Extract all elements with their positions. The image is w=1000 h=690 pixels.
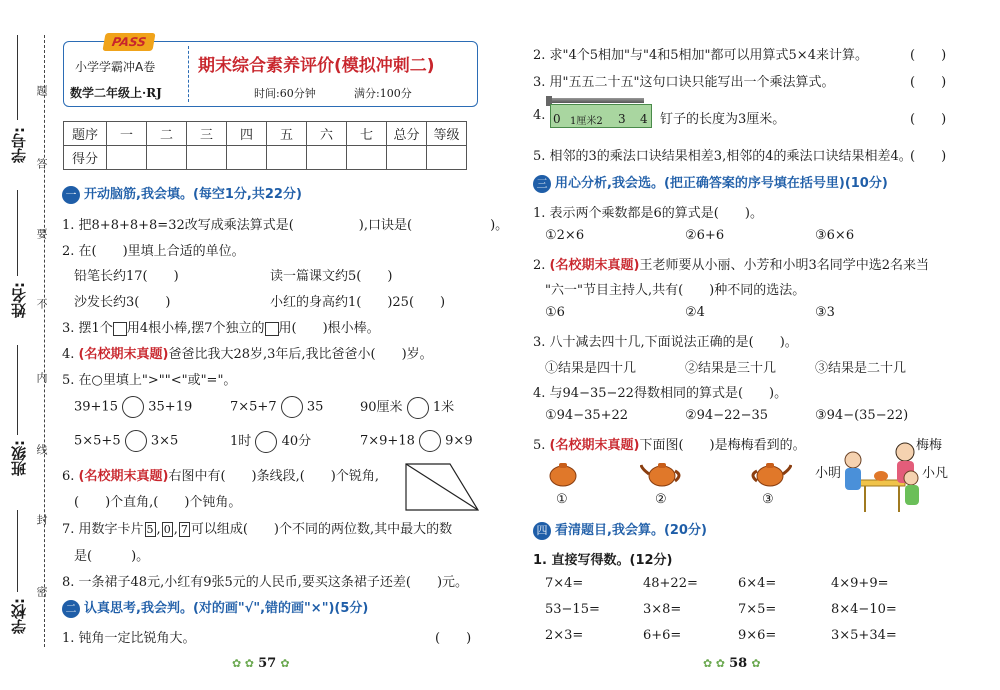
compare-item: 1时 40分 bbox=[230, 430, 311, 453]
question-1-7-cont: 是( )。 bbox=[74, 549, 150, 564]
score-cell[interactable] bbox=[427, 146, 467, 170]
compare-circle[interactable] bbox=[419, 430, 441, 452]
calc-item[interactable]: 4×9+9= bbox=[831, 576, 889, 591]
compare-item: 7×5+7 35 bbox=[230, 396, 323, 418]
section-number: 一 bbox=[62, 186, 80, 204]
question-1-2: 2. 在( )里填上合适的单位。 bbox=[62, 244, 245, 259]
calc-item[interactable]: 2×3= bbox=[545, 628, 584, 643]
calc-subtitle: 1. 直接写得数。(12分) bbox=[533, 553, 673, 568]
number-card: 0 bbox=[163, 523, 171, 536]
binding-dashed-line bbox=[44, 35, 45, 647]
seal-char: 封 bbox=[35, 514, 48, 525]
section-2-header bbox=[62, 597, 368, 618]
score-cell[interactable] bbox=[307, 146, 347, 170]
section-4-header bbox=[533, 519, 707, 540]
unit-item: 小红的身高约1( )25( ) bbox=[270, 295, 446, 310]
calc-item[interactable]: 53−15= bbox=[545, 602, 600, 617]
name-label: 姓名: bbox=[10, 282, 28, 318]
score-table bbox=[63, 121, 467, 170]
table-cell: 等级 bbox=[427, 122, 467, 146]
number-card: 7 bbox=[180, 523, 188, 536]
calc-item[interactable]: 8×4−10= bbox=[831, 602, 897, 617]
unit-item: 沙发长约3( ) bbox=[74, 295, 171, 310]
famous-school-tag: (名校期末真题) bbox=[549, 438, 640, 453]
calc-item[interactable]: 6+6= bbox=[643, 628, 682, 643]
seal-char: 答 bbox=[35, 158, 48, 169]
page-footer-right: ✿ ✿ 58 ✿ bbox=[703, 656, 761, 671]
section-number: 二 bbox=[62, 600, 80, 618]
choice-question-5: 5. (名校期末真题)下面图( )是梅梅看到的。 bbox=[533, 438, 806, 453]
choice-option[interactable]: ①6 bbox=[545, 305, 565, 320]
compare-circle[interactable] bbox=[255, 431, 277, 453]
answer-paren[interactable]: ( ) bbox=[910, 112, 947, 127]
question-1-8: 8. 一条裙子48元,小红有9张5元的人民币,要买这条裙子还差( )元。 bbox=[62, 575, 469, 590]
score-cell[interactable] bbox=[147, 146, 187, 170]
page-number: 57 bbox=[258, 656, 277, 671]
section-1-header bbox=[62, 183, 302, 204]
student-id-label: 学号: bbox=[10, 127, 28, 163]
seal-char: 不 bbox=[35, 298, 48, 309]
option-label[interactable]: ① bbox=[556, 492, 568, 507]
calc-item[interactable]: 48+22= bbox=[643, 576, 698, 591]
compare-item: 39+15 35+19 bbox=[74, 396, 192, 418]
famous-school-tag: (名校期末真题) bbox=[78, 469, 169, 484]
compare-circle[interactable] bbox=[281, 396, 303, 418]
question-1-6-cont: ( )个直角,( )个钝角。 bbox=[74, 495, 242, 510]
score-cell[interactable] bbox=[387, 146, 427, 170]
character-label: 小明 bbox=[815, 466, 842, 481]
answer-paren[interactable]: ( ) bbox=[910, 75, 947, 90]
ruler-tick-label: 4 bbox=[640, 112, 648, 126]
exam-title: 期末综合素养评价(模拟冲刺二) bbox=[198, 56, 435, 76]
table-cell: 七 bbox=[347, 122, 387, 146]
square-shape bbox=[265, 322, 279, 336]
answer-paren[interactable]: ( ) bbox=[910, 48, 947, 63]
compare-circle[interactable] bbox=[122, 396, 144, 418]
question-1-7: 7. 用数字卡片 5 , 0 , 7 可以组成( )个不同的两位数,其中最大的数 bbox=[62, 522, 453, 537]
choice-option[interactable]: ①94−35+22 bbox=[545, 408, 629, 423]
seal-char: 密 bbox=[35, 586, 48, 597]
choice-option[interactable]: ①结果是四十几 bbox=[545, 361, 637, 376]
table-cell: 总分 bbox=[387, 122, 427, 146]
teapot-view-3-icon bbox=[748, 461, 792, 487]
judge-question-2: 2. 求"4个5相加"与"4和5相加"都可以用算式5×4来计算。 bbox=[533, 48, 868, 63]
choice-question-4: 4. 与94−35−22得数相同的算式是( )。 bbox=[533, 386, 788, 401]
choice-option[interactable]: ③结果是二十几 bbox=[815, 361, 907, 376]
compare-item: 5×5+5 3×5 bbox=[74, 430, 178, 452]
children-table-illustration bbox=[835, 438, 925, 514]
seal-char: 要 bbox=[35, 228, 48, 239]
question-1-4: 4. (名校期末真题)爸爸比我大28岁,3年后,我比爸爸小( )岁。 bbox=[62, 347, 433, 362]
question-1-3: 3. 摆1个 用4根小棒,摆7个独立的 用( )根小棒。 bbox=[62, 321, 380, 336]
judge-question-4: 钉子的长度为3厘米。 bbox=[660, 112, 786, 127]
table-cell: 四 bbox=[227, 122, 267, 146]
choice-option[interactable]: ②结果是三十几 bbox=[685, 361, 777, 376]
choice-option[interactable]: ②94−22−35 bbox=[685, 408, 769, 423]
section-number: 四 bbox=[533, 522, 551, 540]
answer-paren[interactable]: ( ) bbox=[910, 149, 947, 164]
school-blank[interactable] bbox=[17, 510, 18, 592]
table-cell: 一 bbox=[107, 122, 147, 146]
compare-item: 90厘米 1米 bbox=[360, 396, 454, 419]
pass-logo: PASS bbox=[102, 33, 155, 51]
choice-option[interactable]: ③3 bbox=[815, 305, 835, 320]
exam-time: 时间:60分钟 bbox=[254, 87, 316, 100]
judge-question-5: 5. 相邻的3的乘法口诀结果相差3,相邻的4的乘法口诀结果相差4。 bbox=[533, 149, 912, 164]
exam-header bbox=[63, 35, 478, 107]
section-title: 认真思考,我会判。(对的画"√",错的画"×")(5分) bbox=[84, 601, 369, 616]
option-label[interactable]: ② bbox=[655, 492, 667, 507]
number-card: 5 bbox=[146, 523, 154, 536]
judge-question-1: 1. 钝角一定比锐角大。 bbox=[62, 631, 196, 646]
famous-school-tag: (名校期末真题) bbox=[78, 347, 169, 362]
table-row bbox=[64, 146, 467, 170]
nail-icon bbox=[552, 98, 644, 103]
seal-char: 题 bbox=[35, 85, 48, 96]
score-cell[interactable] bbox=[267, 146, 307, 170]
section-number: 三 bbox=[533, 175, 551, 193]
unit-item: 铅笔长约17( ) bbox=[74, 269, 179, 284]
name-blank[interactable] bbox=[17, 190, 18, 276]
ruler-tick-label: 1厘米2 bbox=[570, 116, 603, 127]
calc-item[interactable]: 3×8= bbox=[643, 602, 682, 617]
series-name: 小学学霸冲A卷 bbox=[75, 60, 156, 74]
choice-question-3: 3. 八十减去四十几,下面说法正确的是( )。 bbox=[533, 335, 798, 350]
choice-option[interactable]: ②6+6 bbox=[685, 228, 725, 243]
choice-option[interactable]: ①2×6 bbox=[545, 228, 585, 243]
answer-paren[interactable]: ( ) bbox=[435, 631, 472, 646]
seal-char: 内 bbox=[35, 372, 48, 383]
choice-option[interactable]: ③6×6 bbox=[815, 228, 855, 243]
choice-option[interactable]: ②4 bbox=[685, 305, 705, 320]
class-label: 班级: bbox=[10, 440, 28, 476]
section-3-header bbox=[533, 172, 888, 193]
table-row bbox=[64, 122, 467, 146]
compare-circle[interactable] bbox=[407, 397, 429, 419]
choice-question-2-cont: "六一"节目主持人,共有( )种不同的选法。 bbox=[545, 283, 806, 298]
trapezoid-figure bbox=[404, 462, 480, 512]
compare-circle[interactable] bbox=[125, 430, 147, 452]
character-label: 梅梅 bbox=[916, 438, 943, 453]
page-number: 58 bbox=[729, 656, 748, 671]
choice-question-1: 1. 表示两个乘数都是6的算式是( )。 bbox=[533, 206, 763, 221]
question-1-1: 1. 把8+8+8+8=32改写成乘法算式是( ),口诀是( )。 bbox=[62, 218, 509, 233]
score-cell[interactable] bbox=[107, 146, 147, 170]
calc-item[interactable]: 3×5+34= bbox=[831, 628, 897, 643]
section-title: 开动脑筋,我会填。(每空1分,共22分) bbox=[84, 187, 302, 202]
question-1-6: 6. (名校期末真题)右图中有( )条线段,( )个锐角, bbox=[62, 469, 379, 484]
score-cell[interactable] bbox=[187, 146, 227, 170]
exam-full-score: 满分:100分 bbox=[354, 87, 412, 100]
unit-item: 读一篇课文约5( ) bbox=[270, 269, 393, 284]
calc-item[interactable]: 7×5= bbox=[738, 602, 777, 617]
judge-question-3: 3. 用"五五二十五"这句口诀只能写出一个乘法算式。 bbox=[533, 75, 835, 90]
calc-item[interactable]: 6×4= bbox=[738, 576, 777, 591]
section-title: 用心分析,我会选。(把正确答案的序号填在括号里)(10分) bbox=[555, 176, 888, 191]
table-cell: 三 bbox=[187, 122, 227, 146]
famous-school-tag: (名校期末真题) bbox=[549, 258, 640, 273]
table-cell: 五 bbox=[267, 122, 307, 146]
table-cell: 题序 bbox=[64, 122, 107, 146]
character-label: 小凡 bbox=[922, 466, 949, 481]
choice-option[interactable]: ③94−(35−22) bbox=[815, 408, 909, 423]
teapot-view-1-icon bbox=[547, 461, 579, 487]
subject-grade: 数学二年级上·RJ bbox=[70, 86, 162, 100]
square-shape bbox=[113, 322, 127, 336]
question-1-5: 5. 在○里填上">""<"或"="。 bbox=[62, 373, 237, 388]
page-footer-left: ✿ ✿ 57 ✿ bbox=[232, 656, 290, 671]
choice-question-2: 2. (名校期末真题)王老师要从小丽、小芳和小明3名同学中选2名来当 bbox=[533, 258, 929, 273]
teapot-view-2-icon bbox=[640, 461, 684, 487]
calc-item[interactable]: 7×4= bbox=[545, 576, 584, 591]
table-cell: 六 bbox=[307, 122, 347, 146]
ruler-tick-label: 0 bbox=[553, 112, 561, 126]
ruler-tick-label: 3 bbox=[618, 112, 626, 126]
score-cell[interactable] bbox=[347, 146, 387, 170]
section-title: 看清题目,我会算。(20分) bbox=[555, 523, 707, 538]
score-cell[interactable] bbox=[227, 146, 267, 170]
school-label: 学校: bbox=[10, 598, 28, 634]
class-blank[interactable] bbox=[17, 345, 18, 435]
student-id-blank[interactable] bbox=[17, 35, 18, 120]
seal-char: 线 bbox=[35, 444, 48, 455]
compare-item: 7×9+18 9×9 bbox=[360, 430, 473, 452]
judge-question-4-num: 4. bbox=[533, 108, 546, 123]
calc-item[interactable]: 9×6= bbox=[738, 628, 777, 643]
table-cell: 二 bbox=[147, 122, 187, 146]
table-cell: 得分 bbox=[64, 146, 107, 170]
option-label[interactable]: ③ bbox=[762, 492, 774, 507]
